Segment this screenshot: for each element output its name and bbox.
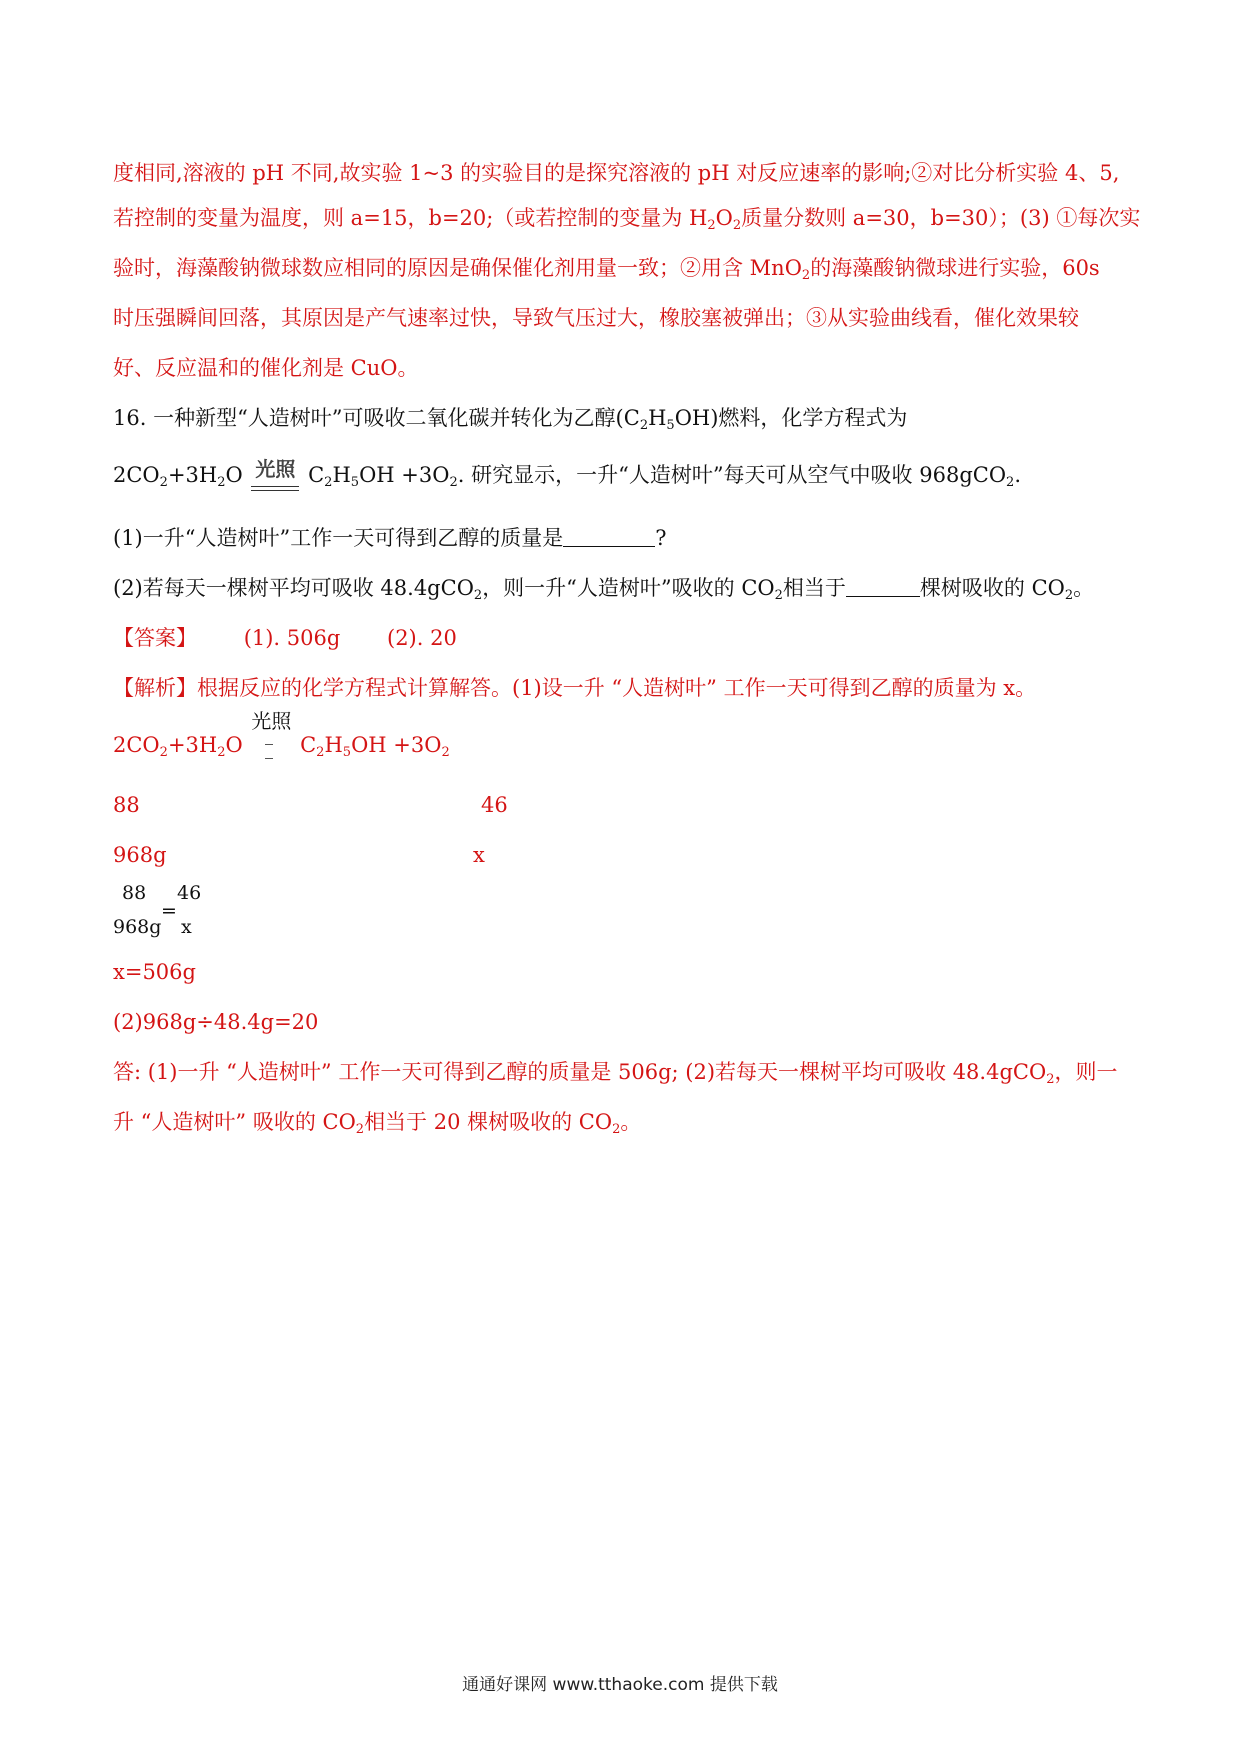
text: x=506g (113, 960, 196, 984)
subscript: 2 (1064, 588, 1074, 603)
text: C (308, 463, 325, 487)
fraction-equals (161, 900, 177, 922)
text: H (648, 406, 667, 430)
subscript: 5 (350, 475, 360, 490)
text: 答: (1)一升 “人造树叶” 工作一天可得到乙醇的质量是 506g; (2)若每天一棵树平均可吸收 48.4gCO (113, 1060, 1047, 1084)
conclusion-line-2 (113, 1107, 641, 1137)
text: . 研究显示，一升“人造树叶”每天可从空气中吸收 968gCO (457, 463, 1007, 487)
text: +3H (167, 463, 218, 487)
text: O (715, 206, 733, 230)
text: 88 (122, 882, 147, 904)
subscript: 2 (217, 745, 226, 760)
text: 验时，海藻酸钠微球数应相同的原因是确保催化剂用量一致；②用含 MnO (113, 256, 802, 280)
text: OH)燃料，化学方程式为 (674, 406, 908, 430)
given-right: x (473, 843, 485, 867)
subscript: 5 (342, 745, 352, 760)
prev-solution-line-2 (113, 203, 1140, 233)
text: 相当于 (782, 576, 846, 600)
prev-solution-line-4 (113, 303, 1079, 333)
mass-row (113, 790, 140, 820)
subscript: 2 (732, 218, 742, 233)
answer-1: (1). 506g (243, 626, 341, 650)
condition-dash-1 (265, 744, 273, 745)
given-row-right (473, 840, 485, 870)
answer-2: (2). 20 (387, 626, 457, 650)
text: . (1014, 463, 1022, 487)
text: = (161, 900, 177, 922)
question-equation (113, 457, 1022, 490)
subscript: 2 (1046, 1072, 1055, 1087)
subscript: 2 (217, 475, 226, 490)
given-left: 968g (113, 843, 167, 867)
step-2-line (113, 1007, 318, 1037)
subscript: 2 (801, 268, 811, 283)
text: (1)一升“人造树叶”工作一天可得到乙醇的质量是 (113, 526, 564, 550)
text: 46 (177, 882, 202, 904)
text: H (332, 463, 351, 487)
text: +3H (167, 733, 218, 757)
text: OH +3O (351, 733, 442, 757)
fraction-numerator-right (177, 882, 201, 904)
subscript: 2 (707, 218, 716, 233)
fraction-numerator-left (122, 882, 146, 904)
conclusion-line-1 (113, 1057, 1117, 1087)
subscript: 2 (473, 588, 483, 603)
reaction-condition (251, 709, 292, 760)
text: x (181, 916, 192, 938)
prev-solution-line-3 (113, 253, 1100, 283)
text: C (300, 733, 317, 757)
text: 度相同,溶液的 pH 不同,故实验 1~3 的实验目的是探究溶液的 pH 对反应速率的影响;②对比分析实验 4、5, (113, 161, 1120, 185)
subscript: 2 (441, 745, 450, 760)
answer-label: 【答案】 (113, 626, 197, 650)
subscript: 2 (449, 475, 458, 490)
answer-blank-2 (846, 576, 920, 597)
result-line (113, 957, 196, 987)
text: OH +3O (359, 463, 450, 487)
analysis-label: 【解析】 (113, 676, 197, 700)
text: 2CO (113, 463, 160, 487)
condition-line-2 (251, 490, 299, 491)
fraction-denominator-right (181, 916, 192, 938)
text: 棵树吸收的 CO (919, 576, 1065, 600)
text: 2CO (113, 733, 160, 757)
analysis-intro (113, 673, 1036, 703)
text: 若控制的变量为温度，则 a=15，b=20;（或若控制的变量为 H (113, 206, 708, 230)
subscript: 2 (612, 1122, 621, 1137)
text: 相当于 20 棵树吸收的 CO (364, 1110, 613, 1134)
subscript: 2 (1006, 475, 1015, 490)
mass-row-right (481, 790, 508, 820)
text: 质量分数则 a=30，b=30）；(3) ①每次实 (741, 206, 1141, 230)
subscript: 2 (159, 745, 168, 760)
footer-text: 通通好课网 www.tthaoke.com 提供下载 (462, 1675, 778, 1695)
prev-solution-line-1 (113, 158, 1119, 188)
text: 。 (1073, 576, 1095, 600)
question-stem (113, 403, 907, 433)
text: O (225, 733, 243, 757)
question-part-1 (113, 523, 666, 553)
subscript: 2 (639, 418, 649, 433)
condition-dash-2 (265, 758, 273, 759)
given-row (113, 840, 167, 870)
text: ，则一 (1054, 1060, 1118, 1084)
question-part-2 (113, 573, 1094, 603)
condition-label: 光照 (251, 709, 292, 733)
condition-label: 光照 (255, 457, 296, 481)
text: 升 “人造树叶” 吸收的 CO (113, 1110, 356, 1134)
text: 的海藻酸钠微球进行实验，60s (810, 256, 1100, 280)
text: 时压强瞬间回落，其原因是产气速率过快，导致气压过大，橡胶塞被弹出；③从实验曲线看，催化效果较 (113, 306, 1079, 330)
text: (2)若每天一棵树平均可吸收 48.4gCO (113, 576, 474, 600)
text: 968g (113, 916, 162, 938)
mass-left: 88 (113, 793, 140, 817)
condition-line-1 (251, 486, 299, 487)
reaction-condition (251, 454, 299, 484)
subscript: 2 (324, 475, 333, 490)
subscript: 2 (774, 588, 783, 603)
text: 根据反应的化学方程式计算解答。(1)设一升 “人造树叶” 工作一天可得到乙醇的质量为 x。 (197, 676, 1037, 700)
page-footer (0, 1670, 1240, 1695)
fraction-denominator-left (113, 916, 161, 938)
mass-right: 46 (481, 793, 508, 817)
text: ，则一升“人造树叶”吸收的 CO (482, 576, 775, 600)
text: H (324, 733, 343, 757)
subscript: 2 (355, 1122, 365, 1137)
text: 16. 一种新型“人造树叶”可吸收二氧化碳并转化为乙醇(C (113, 406, 640, 430)
text: (2)968g÷48.4g=20 (113, 1010, 319, 1034)
subscript: 2 (316, 745, 325, 760)
answer-blank-1 (563, 526, 655, 547)
text: 好、反应温和的催化剂是 CuO。 (113, 356, 419, 380)
subscript: 5 (666, 418, 675, 433)
text: O (225, 463, 243, 487)
subscript: 2 (159, 475, 168, 490)
answer-line (113, 623, 457, 653)
text: 。 (620, 1110, 642, 1134)
text: ? (655, 526, 667, 550)
analysis-equation (113, 709, 450, 760)
prev-solution-line-5 (113, 353, 418, 383)
